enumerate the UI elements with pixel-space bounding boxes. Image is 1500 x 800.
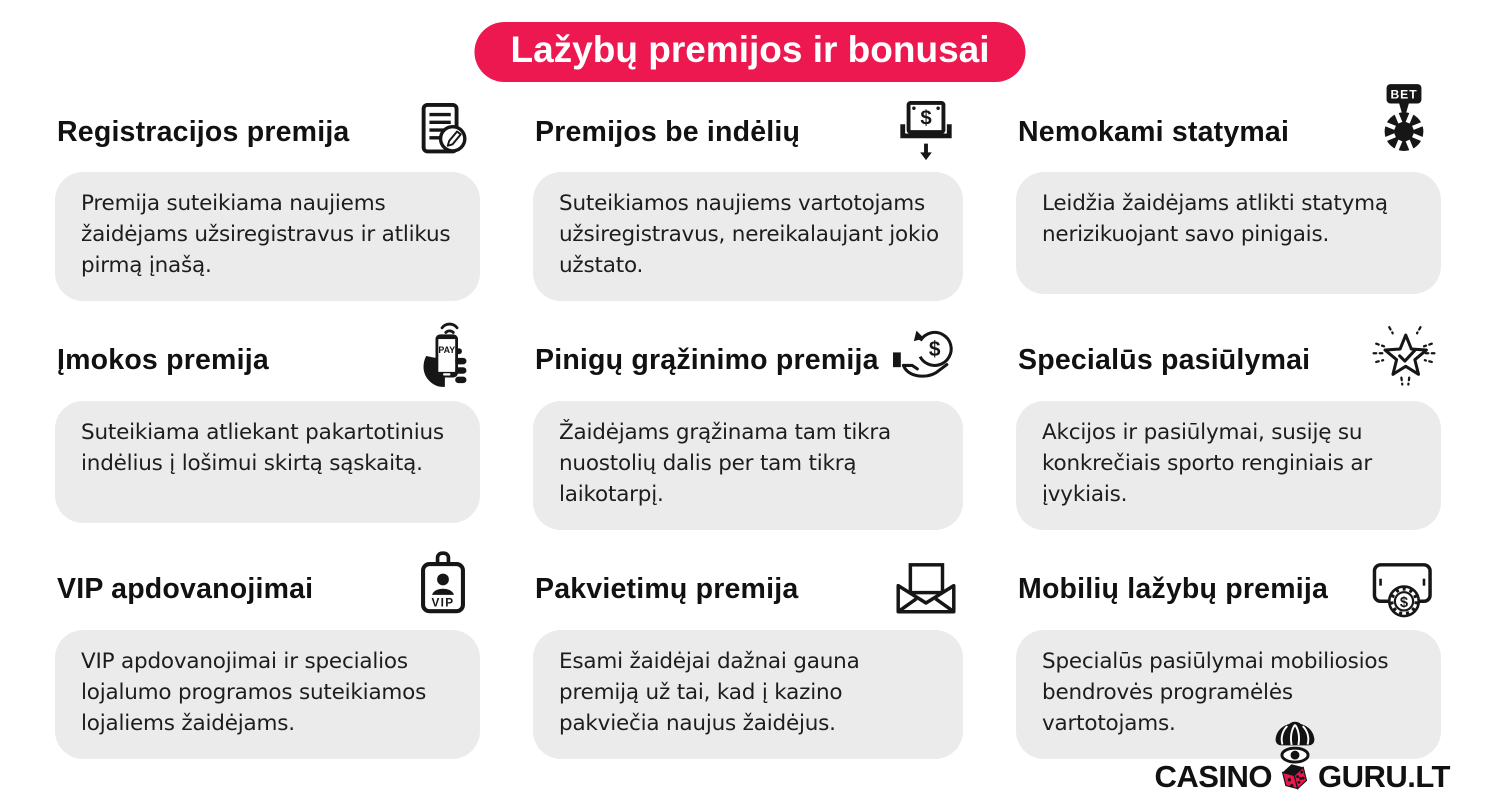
section-header bbox=[533, 554, 963, 630]
section-description: Žaidėjams grąžinama tam tikra nuostolių dalis per tam tikrą laikotarpį. bbox=[533, 401, 963, 530]
section-header bbox=[533, 325, 963, 401]
section-free-bets bbox=[1016, 87, 1441, 301]
guru-dice-icon bbox=[1266, 719, 1324, 797]
section-description: Leidžia žaidėjams atlikti statymą nerizikuojant savo pinigais. bbox=[1016, 172, 1441, 294]
sections-grid bbox=[55, 87, 1441, 759]
envelope-icon bbox=[891, 555, 961, 625]
vip-glyph: VIP bbox=[431, 596, 455, 610]
cash-deposit-icon bbox=[891, 97, 961, 167]
logo-text-guru: GURU.LT bbox=[1318, 759, 1450, 795]
section-description: VIP apdovanojimai ir specialios lojalumo programos suteikiamos lojaliems žaidėjams. bbox=[55, 630, 480, 759]
vip-badge-icon bbox=[408, 549, 478, 619]
section-registration bbox=[55, 96, 480, 301]
logo-text-casino: CASINO bbox=[1154, 759, 1273, 795]
section-title: Mobilių lažybų premija bbox=[1018, 573, 1329, 606]
section-description: Suteikiama atliekant pakartotinius indėlius į lošimui skirtą sąskaitą. bbox=[55, 401, 480, 523]
pay-glyph: PAY bbox=[438, 344, 456, 355]
section-description: Suteikiamos naujiems vartotojams užsiregistravus, nereikalaujant jokio užstato. bbox=[533, 172, 963, 301]
section-header bbox=[55, 325, 480, 401]
section-title: Premijos be indėlių bbox=[535, 115, 801, 148]
section-title: Registracijos premija bbox=[57, 115, 350, 148]
star-check-icon bbox=[1369, 320, 1439, 390]
dollar-glyph: $ bbox=[928, 337, 941, 361]
section-vip bbox=[55, 554, 480, 759]
section-description: Premija suteikiama naujiems žaidėjams užsiregistravus ir atlikus pirmą įnašą. bbox=[55, 172, 480, 301]
mobile-chip-icon bbox=[1369, 555, 1439, 625]
section-header bbox=[1016, 554, 1441, 630]
section-description: Esami žaidėjai dažnai gauna premiją už tai, kad į kazino pakviečia naujus žaidėjus. bbox=[533, 630, 963, 759]
section-header bbox=[1016, 325, 1441, 401]
section-title: VIP apdovanojimai bbox=[57, 573, 314, 606]
section-header bbox=[1016, 87, 1441, 172]
dollar-glyph: $ bbox=[1399, 594, 1409, 611]
phone-pay-icon bbox=[408, 320, 478, 390]
section-referral bbox=[533, 554, 963, 759]
section-description: Akcijos ir pasiūlymai, susiję su konkrečiais sporto renginiais ar įvykiais. bbox=[1016, 401, 1441, 530]
section-title: Pinigų grąžinimo premija bbox=[535, 344, 879, 377]
section-cashback bbox=[533, 325, 963, 530]
dollar-glyph: $ bbox=[920, 107, 932, 130]
casinoguru-logo bbox=[1154, 719, 1450, 794]
section-header bbox=[533, 96, 963, 172]
section-header bbox=[55, 96, 480, 172]
section-title: Nemokami statymai bbox=[1018, 115, 1290, 148]
document-pencil-icon bbox=[408, 97, 478, 167]
section-title: Pakvietimų premija bbox=[535, 573, 799, 606]
section-no-deposit bbox=[533, 96, 963, 301]
cashback-hand-icon bbox=[891, 320, 961, 390]
page-title: Lažybų premijos ir bonusai bbox=[474, 22, 1025, 82]
bet-chip-icon bbox=[1369, 84, 1439, 154]
section-description: Specialūs pasiūlymai mobiliosios bendrovės programėlės vartotojams. bbox=[1016, 630, 1441, 759]
section-deposit-bonus bbox=[55, 325, 480, 530]
section-special-offers bbox=[1016, 325, 1441, 530]
section-header bbox=[55, 554, 480, 630]
section-title: Įmokos premija bbox=[57, 344, 269, 377]
bet-glyph: BET bbox=[1390, 87, 1418, 102]
section-title: Specialūs pasiūlymai bbox=[1018, 344, 1311, 377]
